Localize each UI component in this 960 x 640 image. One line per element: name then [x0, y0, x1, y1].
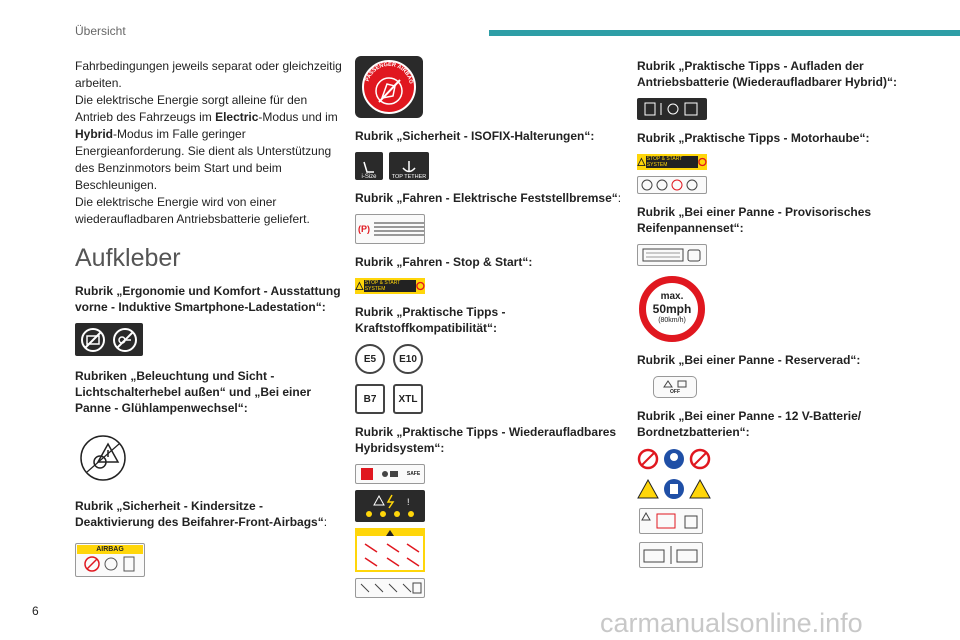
no-child-seat-icon [84, 556, 100, 572]
airbag-deactivation-label [75, 543, 145, 577]
fuel-b7-icon: B7 [355, 384, 385, 414]
rubric-feststellbremse: Rubrik „Fahren - Elektrische Feststellbremse“: [355, 191, 622, 205]
no-children-icon [689, 448, 711, 470]
step-icon [381, 468, 399, 480]
hood-stop-start-label: STOP & START SYSTEM [637, 154, 707, 170]
charging-plug-icon [641, 100, 703, 118]
rubric-reifenpannenset: Rubrik „Bei einer Panne - Provisorisches Reifenpannenset“: [637, 205, 872, 235]
rubric-kindersitze: Rubrik „Sicherheit - Kindersitze - Deaktivierung des Beifahrer-Front-Airbags“: [75, 499, 328, 529]
no-open-flame-icon [637, 448, 659, 470]
stop-start-label: STOP & START SYSTEM [355, 278, 425, 294]
fuel-e10-icon: E10 [393, 344, 423, 374]
battery-connection-icon [641, 544, 701, 566]
section-heading: Aufkleber [75, 244, 181, 272]
battery-label-2 [639, 542, 703, 568]
warning-triangle-icon [637, 157, 646, 167]
hybrid-warning-label-3 [355, 578, 425, 598]
hybrid-safety-label: SAFE [355, 464, 425, 484]
hood-symbols-icon [640, 178, 704, 192]
no-key-icon [112, 327, 138, 353]
high-voltage-icon [359, 492, 421, 520]
top-tether-label: TOP TETHER [389, 152, 429, 180]
red-hazard-icon [360, 467, 374, 481]
rubric-ergonomie: Rubrik „Ergonomie und Komfort - Ausstattung vorne - Induktive Smartphone-Ladestation“: [75, 284, 341, 314]
explosive-gas-icon [689, 479, 711, 499]
tyre-kit-label [637, 244, 707, 266]
rubric-reserverad: Rubrik „Bei einer Panne - Reserverad“: [637, 353, 861, 367]
rubric-stopstart: Rubrik „Fahren - Stop & Start“: [355, 255, 533, 269]
airbag-label-text: AIRBAG [77, 545, 143, 554]
rubric-motorhaube: Rubrik „Praktische Tipps - Motorhaube“: [637, 131, 870, 145]
parking-brake-icon: (P) [358, 224, 370, 234]
column-middle [355, 56, 625, 608]
rubric-kraftstoff: Rubrik „Praktische Tipps - Kraftstoffkompatibilität“: [355, 305, 506, 335]
no-card-icon [80, 327, 106, 353]
charging-label [637, 98, 707, 120]
rubric-wiederaufladbar: Rubrik „Praktische Tipps - Wiederaufladbares Hybridsystem“: [355, 425, 617, 455]
prohibited-icon [416, 281, 425, 291]
intro-paragraph-2: Die elektrische Energie sorgt alleine für den Antrieb des Fahrzeugs im Electric-Modus und im Hybrid-Modus im Falle geringer Energieanforderung. Sie dient als Unterstützung des Benzinmotors beim Start und beim Beschleunigen. [75, 93, 338, 192]
battery-label-1 [639, 508, 703, 534]
warning-triangle-icon [355, 281, 364, 291]
lamp-warning-icon [77, 432, 129, 484]
tyre-kit-icon [640, 246, 704, 264]
rubric-batterie: Rubrik „Bei einer Panne - 12 V-Batterie/ Bordnetzbatterien“: [637, 409, 862, 439]
svg-text:!: ! [407, 497, 410, 507]
spare-wheel-icon [660, 379, 690, 389]
section-title: Übersicht [75, 24, 126, 38]
hybrid-tools-icon [357, 580, 423, 596]
battery-procedure-icon [641, 510, 701, 532]
rubric-aufladen: Rubrik „Praktische Tipps - Aufladen der Antriebsbatterie (Wiederaufladbarer Hybrid)“: [637, 59, 897, 89]
watermark: carmanualsonline.info [600, 608, 863, 638]
spare-wheel-label: OFF [653, 376, 697, 398]
isize-label: i-Size [355, 152, 383, 180]
child-seat-icon [361, 160, 377, 174]
column-left [75, 58, 345, 577]
header-accent-bar [489, 30, 960, 36]
rubric-beleuchtung: Rubriken „Beleuchtung und Sicht - Lichtschalterhebel außen“ und „Bei einer Panne - Glühlampenwechsel“: [75, 369, 312, 415]
page-number: 6 [32, 604, 39, 618]
intro-paragraph-3: Die elektrische Energie wird von einer wiederaufladbaren Antriebsbatterie geliefert. [75, 195, 310, 226]
fuel-e5-icon: E5 [355, 344, 385, 374]
read-manual-icon [663, 478, 685, 500]
passenger-airbag-label [355, 56, 423, 118]
speed-limit-sign: max. 50mph (80km/h) [639, 276, 705, 342]
airbag-icon [103, 556, 119, 572]
parking-brake-label [355, 214, 425, 244]
hybrid-prohibitions-icon [357, 530, 423, 570]
intro-paragraph-1: Fahrbedingungen jeweils separat oder gleichzeitig arbeiten. [75, 59, 342, 90]
rubric-isofix: Rubrik „Sicherheit - ISOFIX-Halterungen“: [355, 129, 595, 143]
prohibited-icon [698, 157, 707, 167]
passenger-airbag-text: PASSENGER AIRBAG [364, 61, 414, 85]
manual-icon [122, 556, 136, 572]
hybrid-warning-label-2 [355, 528, 425, 572]
smartphone-charging-label [75, 323, 143, 356]
fuel-xtl-icon: XTL [393, 384, 423, 414]
hood-label [637, 176, 707, 194]
corrosive-warning-icon [637, 479, 659, 499]
eye-protection-icon [663, 448, 685, 470]
column-right [637, 58, 907, 578]
anchor-icon [400, 160, 418, 174]
hybrid-warning-label-1 [355, 490, 425, 522]
